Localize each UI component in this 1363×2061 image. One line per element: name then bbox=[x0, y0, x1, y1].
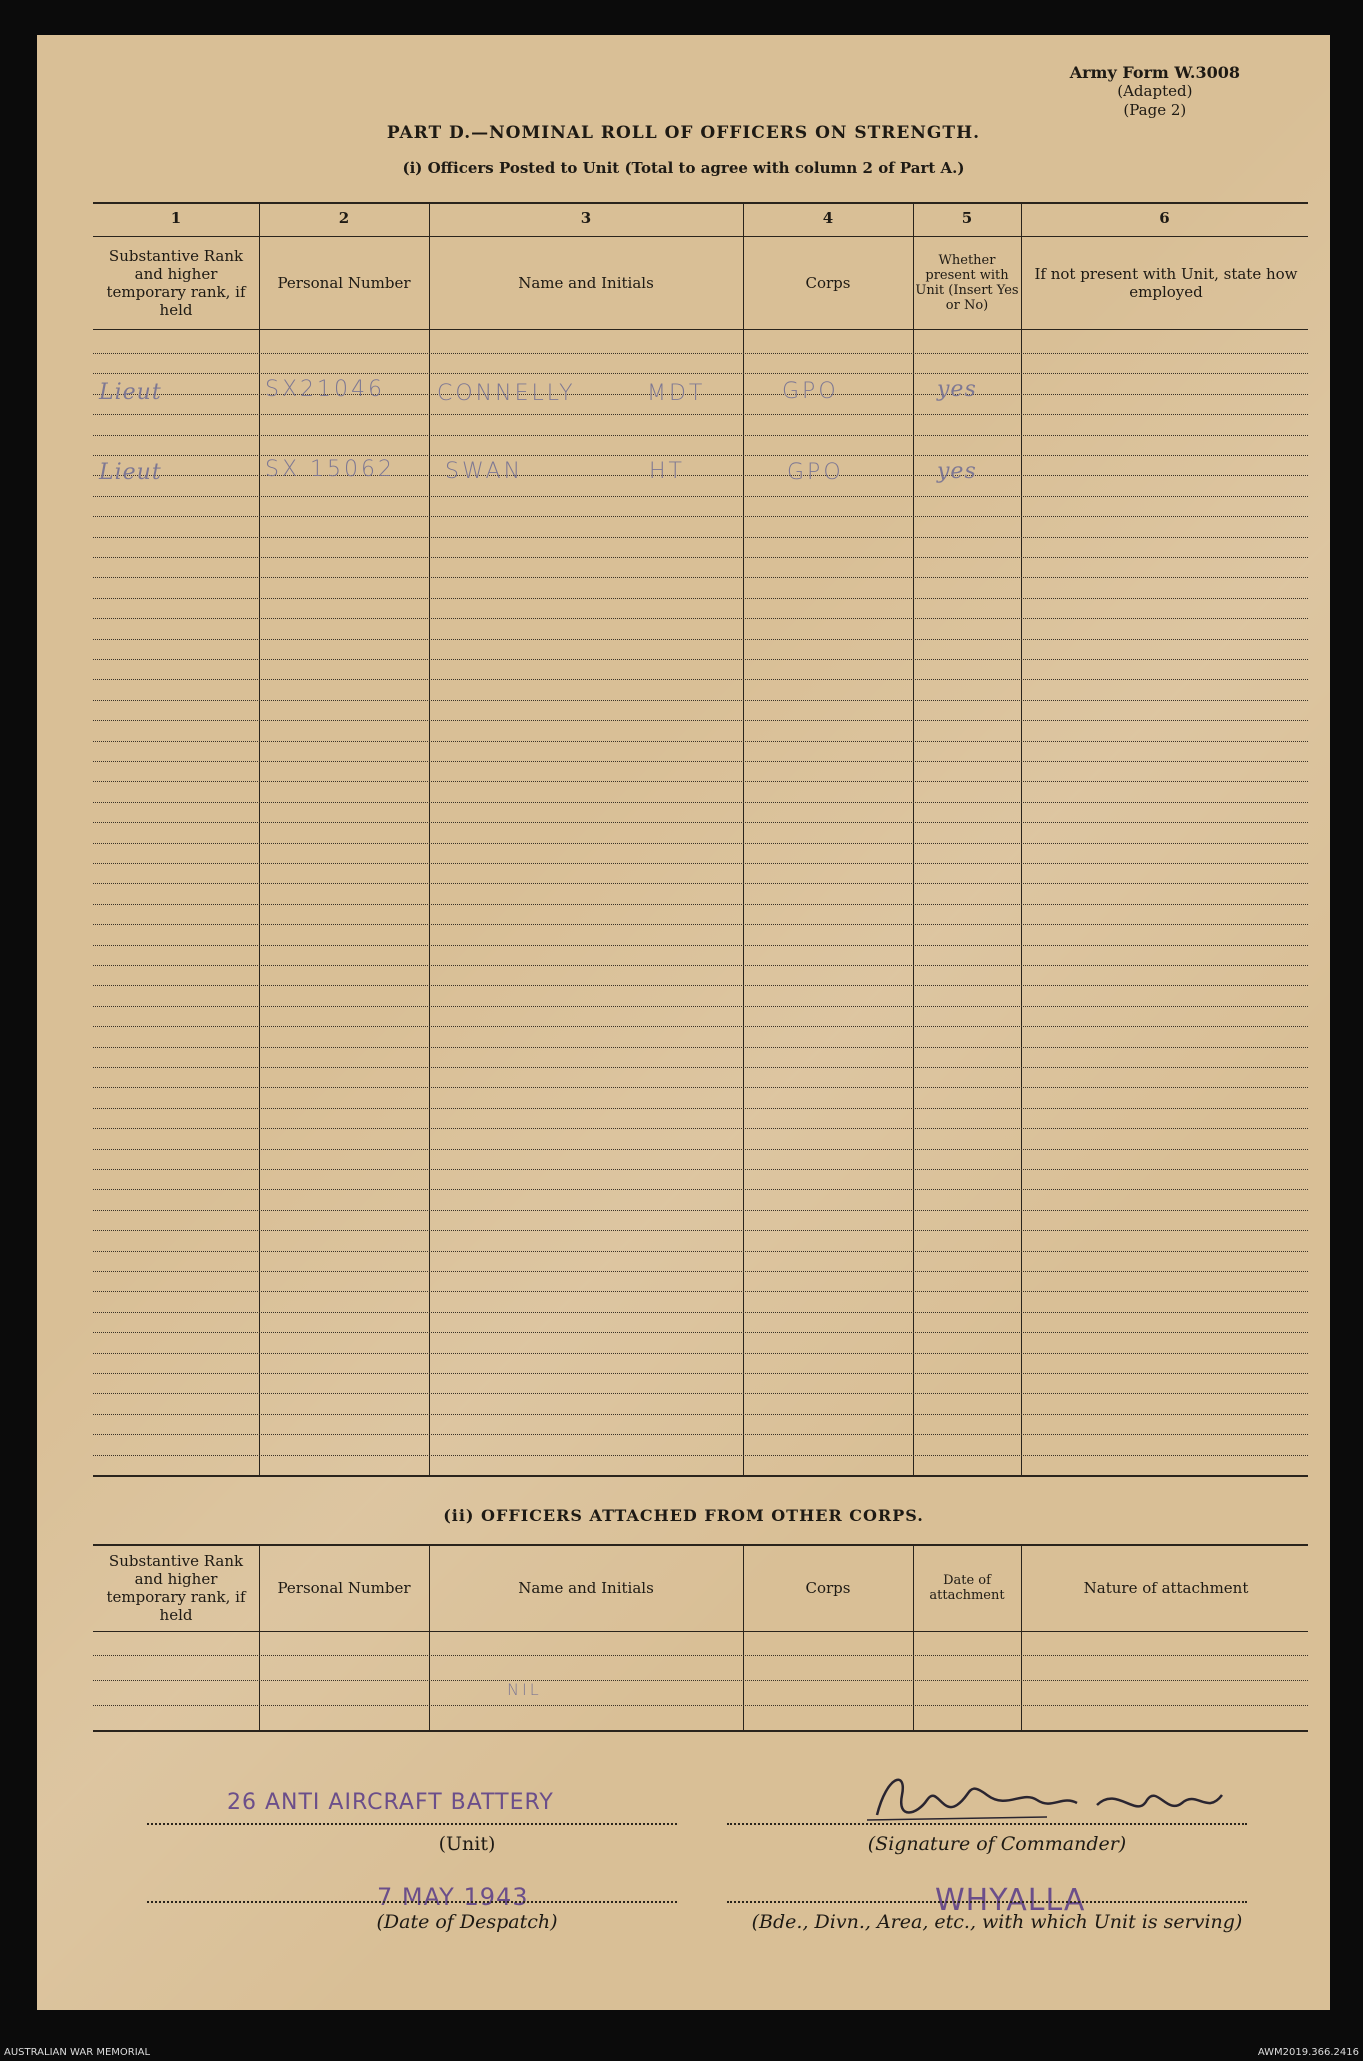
row1-present: yes bbox=[937, 377, 977, 402]
table1-ruled-line bbox=[93, 577, 1308, 578]
column-number-4: 4 bbox=[822, 209, 834, 227]
form-page bbox=[37, 35, 1330, 2010]
table1-ruled-line bbox=[93, 679, 1308, 680]
table1-ruled-line bbox=[93, 883, 1308, 884]
section1-subtitle: (i) Officers Posted to Unit (Total to agree with column 2 of Part A.) bbox=[402, 159, 965, 177]
header-rank: Substantive Rank and higher temporary rank, if held bbox=[106, 247, 246, 319]
table2-ruled-line bbox=[93, 1655, 1308, 1656]
table1-ruled-line bbox=[93, 1291, 1308, 1292]
page-title: PART D.—NOMINAL ROLL OF OFFICERS ON STRENGTH. bbox=[386, 123, 981, 143]
table1-ruled-line bbox=[93, 455, 1308, 456]
table1-ruled-line bbox=[93, 1271, 1308, 1272]
table1-ruled-line bbox=[93, 1434, 1308, 1435]
table1-ruled-line bbox=[93, 639, 1308, 640]
table1-ruled-line bbox=[93, 1373, 1308, 1374]
column-number-3: 3 bbox=[580, 209, 592, 227]
table1-ruled-line bbox=[93, 1169, 1308, 1170]
table1-ruled-line bbox=[93, 1087, 1308, 1088]
header-present: Whether present with Unit (Insert Yes or No) bbox=[915, 253, 1019, 313]
table1-ruled-line bbox=[93, 516, 1308, 517]
form-adapted-note: (Adapted) bbox=[1117, 82, 1193, 100]
table1-ruled-line bbox=[93, 1108, 1308, 1109]
table1-ruled-line bbox=[93, 904, 1308, 905]
table1-ruled-line bbox=[93, 1128, 1308, 1129]
table1-ruled-line bbox=[93, 1149, 1308, 1150]
table1-ruled-line bbox=[93, 924, 1308, 925]
row2-personal-number: SX 15062 bbox=[265, 457, 396, 482]
form-identifier bbox=[1070, 63, 1240, 120]
table1-ruled-line bbox=[93, 598, 1308, 599]
table1-col-divider bbox=[1021, 202, 1022, 1475]
row2-present: yes bbox=[937, 459, 977, 484]
row1-personal-number: SX21046 bbox=[265, 377, 386, 402]
table2-col-divider bbox=[429, 1544, 430, 1730]
header-personal-number: Personal Number bbox=[277, 274, 411, 292]
table2-bottom-border bbox=[93, 1730, 1308, 1732]
table1-ruled-line bbox=[93, 659, 1308, 660]
table1-ruled-line bbox=[93, 1210, 1308, 1211]
unit-line bbox=[147, 1823, 677, 1825]
table1-header-border bbox=[93, 329, 1308, 330]
table1-ruled-line bbox=[93, 537, 1308, 538]
table1-ruled-line bbox=[93, 843, 1308, 844]
form-page-note: (Page 2) bbox=[1123, 101, 1187, 119]
table1-ruled-line bbox=[93, 1251, 1308, 1252]
table2-col-divider bbox=[1021, 1544, 1022, 1730]
table1-ruled-line bbox=[93, 1353, 1308, 1354]
table1-ruled-line bbox=[93, 1230, 1308, 1231]
table1-ruled-line bbox=[93, 802, 1308, 803]
column-number-1: 1 bbox=[170, 209, 182, 227]
header-corps: Corps bbox=[805, 274, 851, 292]
section2-subtitle: (ii) OFFICERS ATTACHED FROM OTHER CORPS. bbox=[443, 1506, 924, 1525]
table1-ruled-line bbox=[93, 781, 1308, 782]
table1-ruled-line bbox=[93, 414, 1308, 415]
table1-ruled-line bbox=[93, 700, 1308, 701]
att-header-date: Date of attachment bbox=[929, 1573, 1005, 1603]
table1-ruled-line bbox=[93, 1455, 1308, 1456]
table1-ruled-line bbox=[93, 761, 1308, 762]
table1-ruled-line bbox=[93, 822, 1308, 823]
att-header-corps: Corps bbox=[805, 1579, 851, 1597]
table1-ruled-line bbox=[93, 373, 1308, 374]
att-header-personal-number: Personal Number bbox=[277, 1579, 411, 1597]
row2-rank: Lieut bbox=[99, 460, 162, 485]
table2-col-divider bbox=[259, 1544, 260, 1730]
signature-label: (Signature of Commander) bbox=[867, 1833, 1127, 1855]
table1-ruled-line bbox=[93, 1047, 1308, 1048]
table1-ruled-line bbox=[93, 985, 1308, 986]
form-number: Army Form W.3008 bbox=[1069, 63, 1240, 82]
table1-ruled-line bbox=[93, 863, 1308, 864]
table1-ruled-line bbox=[93, 1026, 1308, 1027]
row2-name: SWAN bbox=[445, 459, 524, 484]
table2-col-divider bbox=[743, 1544, 744, 1730]
row1-corps: GPO bbox=[782, 379, 839, 404]
table1-ruled-line bbox=[93, 1006, 1308, 1007]
table1-col-divider bbox=[743, 202, 744, 1475]
row2-initials: HT bbox=[649, 459, 685, 484]
table1-ruled-line bbox=[93, 1067, 1308, 1068]
archive-reference: AWM2019.366.2416 bbox=[1257, 2047, 1359, 2058]
column-number-2: 2 bbox=[338, 209, 350, 227]
table1-ruled-line bbox=[93, 353, 1308, 354]
table1-col-divider bbox=[429, 202, 430, 1475]
column-number-5: 5 bbox=[961, 209, 973, 227]
table2-ruled-line bbox=[93, 1680, 1308, 1681]
att-header-nature: Nature of attachment bbox=[1083, 1579, 1249, 1597]
table2-header-border bbox=[93, 1631, 1308, 1632]
table1-bottom-border bbox=[93, 1475, 1308, 1477]
table1-ruled-line bbox=[93, 496, 1308, 497]
table1-ruled-line bbox=[93, 945, 1308, 946]
table1-number-row-border bbox=[93, 236, 1308, 237]
table1-top-border bbox=[93, 202, 1308, 204]
row2-corps: GPO bbox=[787, 460, 844, 485]
header-how-employed: If not present with Unit, state how employed bbox=[1034, 265, 1298, 301]
date-line bbox=[147, 1901, 677, 1903]
archive-credit: AUSTRALIAN WAR MEMORIAL bbox=[4, 2047, 151, 2058]
location-line bbox=[727, 1901, 1247, 1903]
att-header-rank: Substantive Rank and higher temporary rank, if held bbox=[106, 1552, 246, 1624]
table1-ruled-line bbox=[93, 1312, 1308, 1313]
table1-col-divider bbox=[913, 202, 914, 1475]
signature-line bbox=[727, 1823, 1247, 1825]
table1-ruled-line bbox=[93, 1393, 1308, 1394]
table1-col-divider bbox=[259, 202, 260, 1475]
table1-ruled-line bbox=[93, 1414, 1308, 1415]
despatch-date-stamp: 7 MAY 1943 bbox=[377, 1883, 529, 1911]
date-label: (Date of Despatch) bbox=[376, 1911, 558, 1933]
unit-stamp: 26 ANTI AIRCRAFT BATTERY bbox=[227, 1790, 554, 1815]
unit-label: (Unit) bbox=[438, 1833, 496, 1855]
table1-ruled-line bbox=[93, 741, 1308, 742]
table1-ruled-line bbox=[93, 1332, 1308, 1333]
header-name-initials: Name and Initials bbox=[518, 274, 654, 292]
row1-rank: Lieut bbox=[99, 380, 162, 405]
table1-ruled-line bbox=[93, 720, 1308, 721]
table1-ruled-line bbox=[93, 1189, 1308, 1190]
att-header-name-initials: Name and Initials bbox=[518, 1579, 654, 1597]
table1-ruled-line bbox=[93, 435, 1308, 436]
table1-ruled-line bbox=[93, 965, 1308, 966]
location-stamp: WHYALLA bbox=[935, 1883, 1086, 1918]
table2-ruled-line bbox=[93, 1705, 1308, 1706]
attached-nil-entry: NIL bbox=[507, 1680, 542, 1699]
table1-ruled-line bbox=[93, 618, 1308, 619]
location-label: (Bde., Divn., Area, etc., with which Unit is serving) bbox=[751, 1911, 1243, 1933]
row1-name: CONNELLY bbox=[437, 381, 576, 406]
table2-col-divider bbox=[913, 1544, 914, 1730]
row1-initials: MDT bbox=[647, 381, 706, 406]
column-number-6: 6 bbox=[1159, 209, 1170, 227]
table1-ruled-line bbox=[93, 557, 1308, 558]
